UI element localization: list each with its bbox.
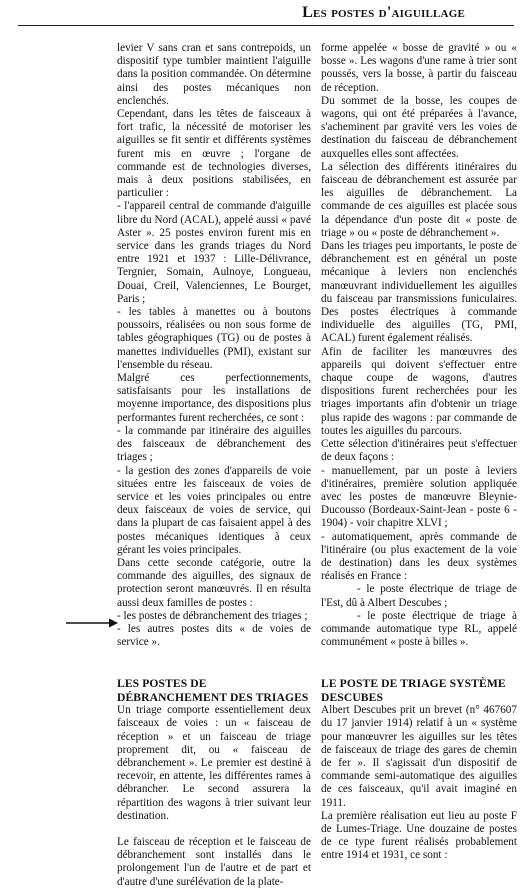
paragraph: Dans cette seconde catégorie, outre la commande des aiguilles, des signaux de protection seront manœuvrés. Il en résulta aussi deux familles de postes :	[117, 556, 311, 609]
paragraph: - automatiquement, après commande de l'itinéraire (ou plus exactement de la voie de destination) dans les deux systèmes réalisés en France :	[321, 530, 517, 583]
paragraph: - les autres postes dits « de voies de service ».	[117, 622, 311, 649]
paragraph: Afin de faciliter les manœuvres des appareils qui doivent s'effectuer entre chaque coupe de wagons, d'autres dispositions furent recherchées pour les triages importants afin d'obtenir un triage plus rapide des wagons : par commande de toutes les aiguilles du parcours.	[321, 345, 517, 437]
paragraph: - manuellement, par un poste à leviers d'itinéraires, première solution appliquée avec les postes de manœuvre Bleynie-Ducousso (Bordeaux-Saint-Jean - poste 6 - 1904) - voir chapitre XLVI ;	[321, 464, 517, 530]
paragraph: - la gestion des zones d'appareils de voie situées entre les faisceaux de voies de service et les voies principales ou entre deux faisceaux de voies de service, qui dans la plupart de cas faisaient appel à des postes mécaniques identiques à ceux gérant les voies principales.	[117, 464, 311, 556]
running-title: Les postes d'aiguillage	[302, 4, 465, 21]
arrow-right-icon	[66, 617, 118, 629]
paragraph: Un triage comporte essentiellement deux faisceaux de voies : un « faisceau de réception » et un faisceau de triage proprement dit, ou « faisceau de débranchement ». Le premier est destiné à recevoir, en attente, les différentes rames à débrancher. Le second assurera la répartition des wagons à trier suivant leur destination.	[117, 704, 311, 822]
section-heading: LES POSTES DE DÉBRANCHEMENT DES TRIAGES	[117, 677, 309, 704]
paragraph: - le poste électrique de triage à commande automatique type RL, appelé communément « poste à billes ».	[321, 609, 517, 649]
paragraph: Cependant, dans les têtes de faisceaux à fort trafic, la nécessité de motoriser les aiguilles se fit sentir et différents systèmes furent mis en œuvre ; l'organe de commande est de technologies diverses, mais à deux positions stabilisées, en particulier :	[117, 108, 311, 200]
paragraph: Dans les triages peu importants, le poste de débranchement est en général un poste mécanique à leviers non enclenchés manœuvrant individuellement les aiguilles du faisceau par transmissions funiculaires. Des postes électriques à commande individuelle des aiguilles (TG, PMI, ACAL) furent également réalisés.	[321, 240, 517, 345]
paragraph: levier V sans cran et sans contrepoids, un dispositif type tumbler maintient l'aiguille dans la position commandée. On détermine ainsi des postes mécaniques non enclenchés.	[117, 42, 311, 107]
paragraph: Cette sélection d'itinéraires peut s'effectuer de deux façons :	[321, 438, 517, 464]
paragraph: La première réalisation eut lieu au poste F de Lumes-Triage. Une douzaine de postes de ce type furent réalisés probablement entre 1914 et 1931, ce sont :	[321, 809, 517, 862]
section-heading: LE POSTE DE TRIAGE SYSTÈME DESCUBES	[321, 677, 506, 704]
paragraph: Albert Descubes prit un brevet (n° 467607 du 17 janvier 1914) relatif à un « système pour manœuvrer les aiguilles sur les têtes de faisceaux de triage des gares de chemin de fer ». Il s'agissait d'un dispositif de commande semi-automatique des aiguilles de ces faisceaux, qu'il avait imaginé en 1911.	[321, 704, 517, 809]
right-text-column	[321, 42, 517, 863]
paragraph: La sélection des différents itinéraires du faisceau de débranchement est assurée par les aiguilles de débranchement. La commande de ces aiguilles est placée sous la dépendance d'un poste dit « poste de triage » ou « poste de débranchement ».	[321, 160, 517, 239]
paragraph: Le faisceau de réception et le faisceau de débranchement sont installés dans le prolongement l'un de l'autre et de part et d'autre d'une surélévation de la plate-	[117, 835, 311, 888]
paragraph: - les tables à manettes ou à boutons poussoirs, réalisées ou non sous forme de tables géographiques (TG) ou de postes à manettes individuelles (PMI), existant sur l'ensemble du réseau.	[117, 306, 311, 371]
paragraph: - l'appareil central de commande d'aiguille libre du Nord (ACAL), appelé aussi « pavé Aster ». 25 postes environ furent mis en service dans les grands triages du Nord entre 1921 et 1937 : Lille-Délivrance, Tergnier, Somain, Aulnoye, Longueau, Douai, Creil, Valenciennes, Le Bourget, Paris ;	[117, 200, 311, 305]
paragraph: - le poste électrique de triage de l'Est, dû à Albert Descubes ;	[321, 583, 517, 609]
paragraph: forme appelée « bosse de gravité » ou « bosse ». Les wagons d'une rame à trier sont poussés, vers la bosse, à partir du faisceau de réception.	[321, 42, 517, 94]
paragraph: - les postes de débranchement des triages ;	[117, 609, 308, 622]
header-rule	[18, 25, 514, 26]
left-text-column	[117, 42, 311, 889]
paragraph: Malgré ces perfectionnements, satisfaisants pour les installations de moyenne importance, des dispositions plus performantes furent recherchées, ce sont :	[117, 372, 311, 424]
paragraph: - la commande par itinéraire des aiguilles des faisceaux de débranchement des triages ;	[117, 424, 311, 464]
page-header	[0, 0, 531, 30]
paragraph: Du sommet de la bosse, les coupes de wagons, qui ont été préparées à l'avance, s'acheminent par gravité vers les voies de destination du faisceau de débranchement auxquelles elles sont affectées.	[321, 94, 517, 160]
